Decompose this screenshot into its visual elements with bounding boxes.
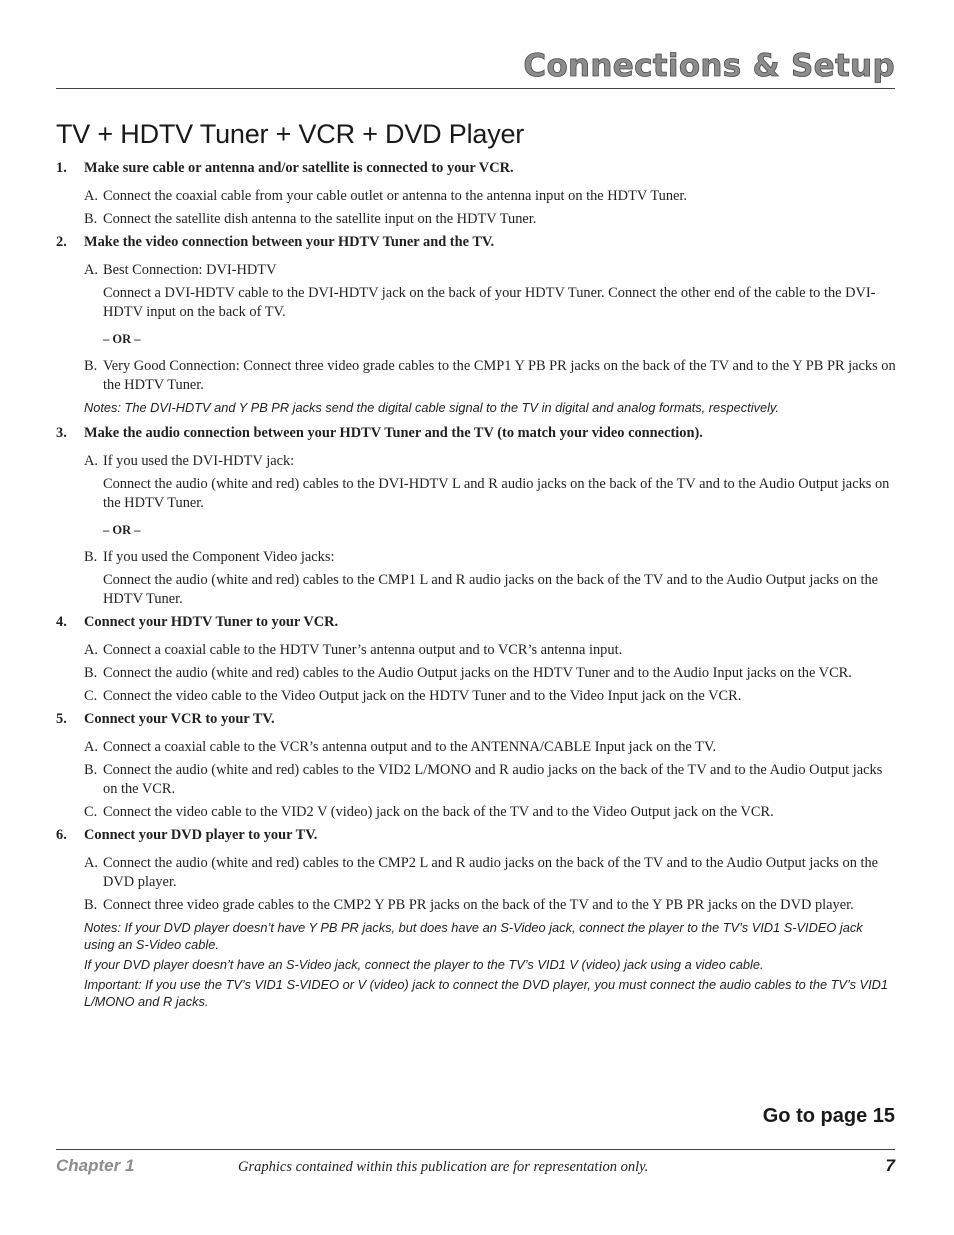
step-number: 2. (56, 234, 67, 250)
substep-detail: Connect the audio (white and red) cables to the DVI-HDTV L and R audio jacks on the back of the TV and to the Audio Output jacks on the HDTV Tuner. (103, 476, 890, 511)
step-heading-text: Make the audio connection between your HDTV Tuner and the TV (to match your video connection). (84, 425, 703, 441)
section-title: Connections & Setup (523, 48, 895, 84)
step-heading-text: Make sure cable or antenna and/or satellite is connected to your VCR. (84, 160, 514, 176)
note: Notes: The DVI-HDTV and Y PB PR jacks send the digital cable signal to the TV in digital and analog formats, respectively. (84, 400, 779, 415)
step-heading (56, 424, 896, 443)
substep: A. If you used the DVI-HDTV jack: (84, 453, 295, 469)
step-6 (56, 826, 896, 1010)
go-to-page-label: Go to page 15 (762, 1105, 895, 1127)
step-heading-text: Connect your DVD player to your TV. (84, 827, 318, 843)
footer-disclaimer: Graphics contained within this publication are for representation only. (238, 1159, 649, 1175)
substep: B. Connect the satellite dish antenna to the satellite input on the HDTV Tuner. (84, 211, 537, 227)
substep: A. Connect the coaxial cable from your cable outlet or antenna to the antenna input on the HDTV Tuner. (84, 188, 687, 204)
step-heading-text: Connect your VCR to your TV. (84, 711, 275, 727)
step-3 (56, 424, 896, 609)
step-number: 3. (56, 425, 67, 441)
step-1 (56, 159, 896, 229)
substep-detail: Connect the audio (white and red) cables to the CMP1 L and R audio jacks on the back of the TV and to the Audio Output jacks on the HDTV Tuner. (103, 572, 879, 607)
substep: C. Connect the video cable to the Video Output jack on the HDTV Tuner and to the Video Input jack on the VCR. (84, 688, 742, 704)
substep: A. Connect a coaxial cable to the VCR’s antenna output and to the ANTENNA/CABLE Input jack on the TV. (84, 739, 717, 755)
step-5 (56, 710, 896, 822)
substep: B. Connect the audio (white and red) cables to the Audio Output jacks on the HDTV Tuner and to the Audio Input jacks on the VCR. (84, 665, 852, 681)
step-number: 6. (56, 827, 67, 843)
step-number: 5. (56, 711, 67, 727)
substep: B. Very Good Connection: Connect three video grade cables to the CMP1 Y PB PR jacks on the back of the TV and to the Y PB PR jacks on the HDTV Tuner. (84, 358, 896, 393)
page-title: TV + HDTV Tuner + VCR + DVD Player (56, 119, 525, 149)
step-heading (56, 159, 896, 178)
note: Notes: If your DVD player doesn’t have Y PB PR jacks, but does have an S-Video jack, connect the player to the TV’s VID1 S-VIDEO jack using an S-Video cable. (84, 920, 863, 952)
substep: C. Connect the video cable to the VID2 V (video) jack on the back of the TV and to the Video Output jack on the VCR. (84, 804, 774, 820)
step-heading (56, 826, 896, 845)
step-heading-text: Make the video connection between your HDTV Tuner and the TV. (84, 234, 495, 250)
step-heading (56, 613, 896, 632)
note: If your DVD player doesn’t have an S-Video jack, connect the player to the TV’s VID1 V (video) jack using a video cable. (84, 957, 764, 972)
step-number: 4. (56, 614, 67, 630)
step-4 (56, 613, 896, 706)
substep: A. Best Connection: DVI-HDTV (84, 262, 277, 278)
step-heading (56, 710, 896, 729)
instruction-steps (56, 159, 896, 1013)
substep: B. Connect the audio (white and red) cables to the VID2 L/MONO and R audio jacks on the back of the TV and to the Audio Output jacks on the VCR. (84, 762, 883, 797)
step-heading (56, 233, 896, 252)
or-divider: – OR – (103, 332, 141, 346)
substep: B. If you used the Component Video jacks: (84, 549, 335, 565)
substep: B. Connect three video grade cables to the CMP2 Y PB PR jacks on the back of the TV and to the Y PB PR jacks on the DVD player. (84, 897, 854, 913)
substep-detail: Connect a DVI-HDTV cable to the DVI-HDTV jack on the back of your HDTV Tuner. Connect the other end of the cable to the DVI-HDTV input on the back of TV. (103, 285, 876, 320)
substep: A. Connect a coaxial cable to the HDTV Tuner’s antenna output and to VCR’s antenna input. (84, 642, 623, 658)
step-2 (56, 233, 896, 416)
header-divider (56, 88, 895, 89)
step-heading-text: Connect your HDTV Tuner to your VCR. (84, 614, 339, 630)
or-divider: – OR – (103, 523, 141, 537)
footer-divider (56, 1149, 895, 1150)
note: Important: If you use the TV’s VID1 S-VIDEO or V (video) jack to connect the DVD player, you must connect the audio cables to the TV’s VID1 L/MONO and R jacks. (84, 977, 888, 1009)
page-number: 7 (885, 1156, 895, 1175)
substep: A. Connect the audio (white and red) cables to the CMP2 L and R audio jacks on the back of the TV and to the Audio Output jacks on the DVD player. (84, 855, 879, 890)
footer-chapter: Chapter 1 (56, 1156, 135, 1175)
step-number: 1. (56, 160, 67, 176)
